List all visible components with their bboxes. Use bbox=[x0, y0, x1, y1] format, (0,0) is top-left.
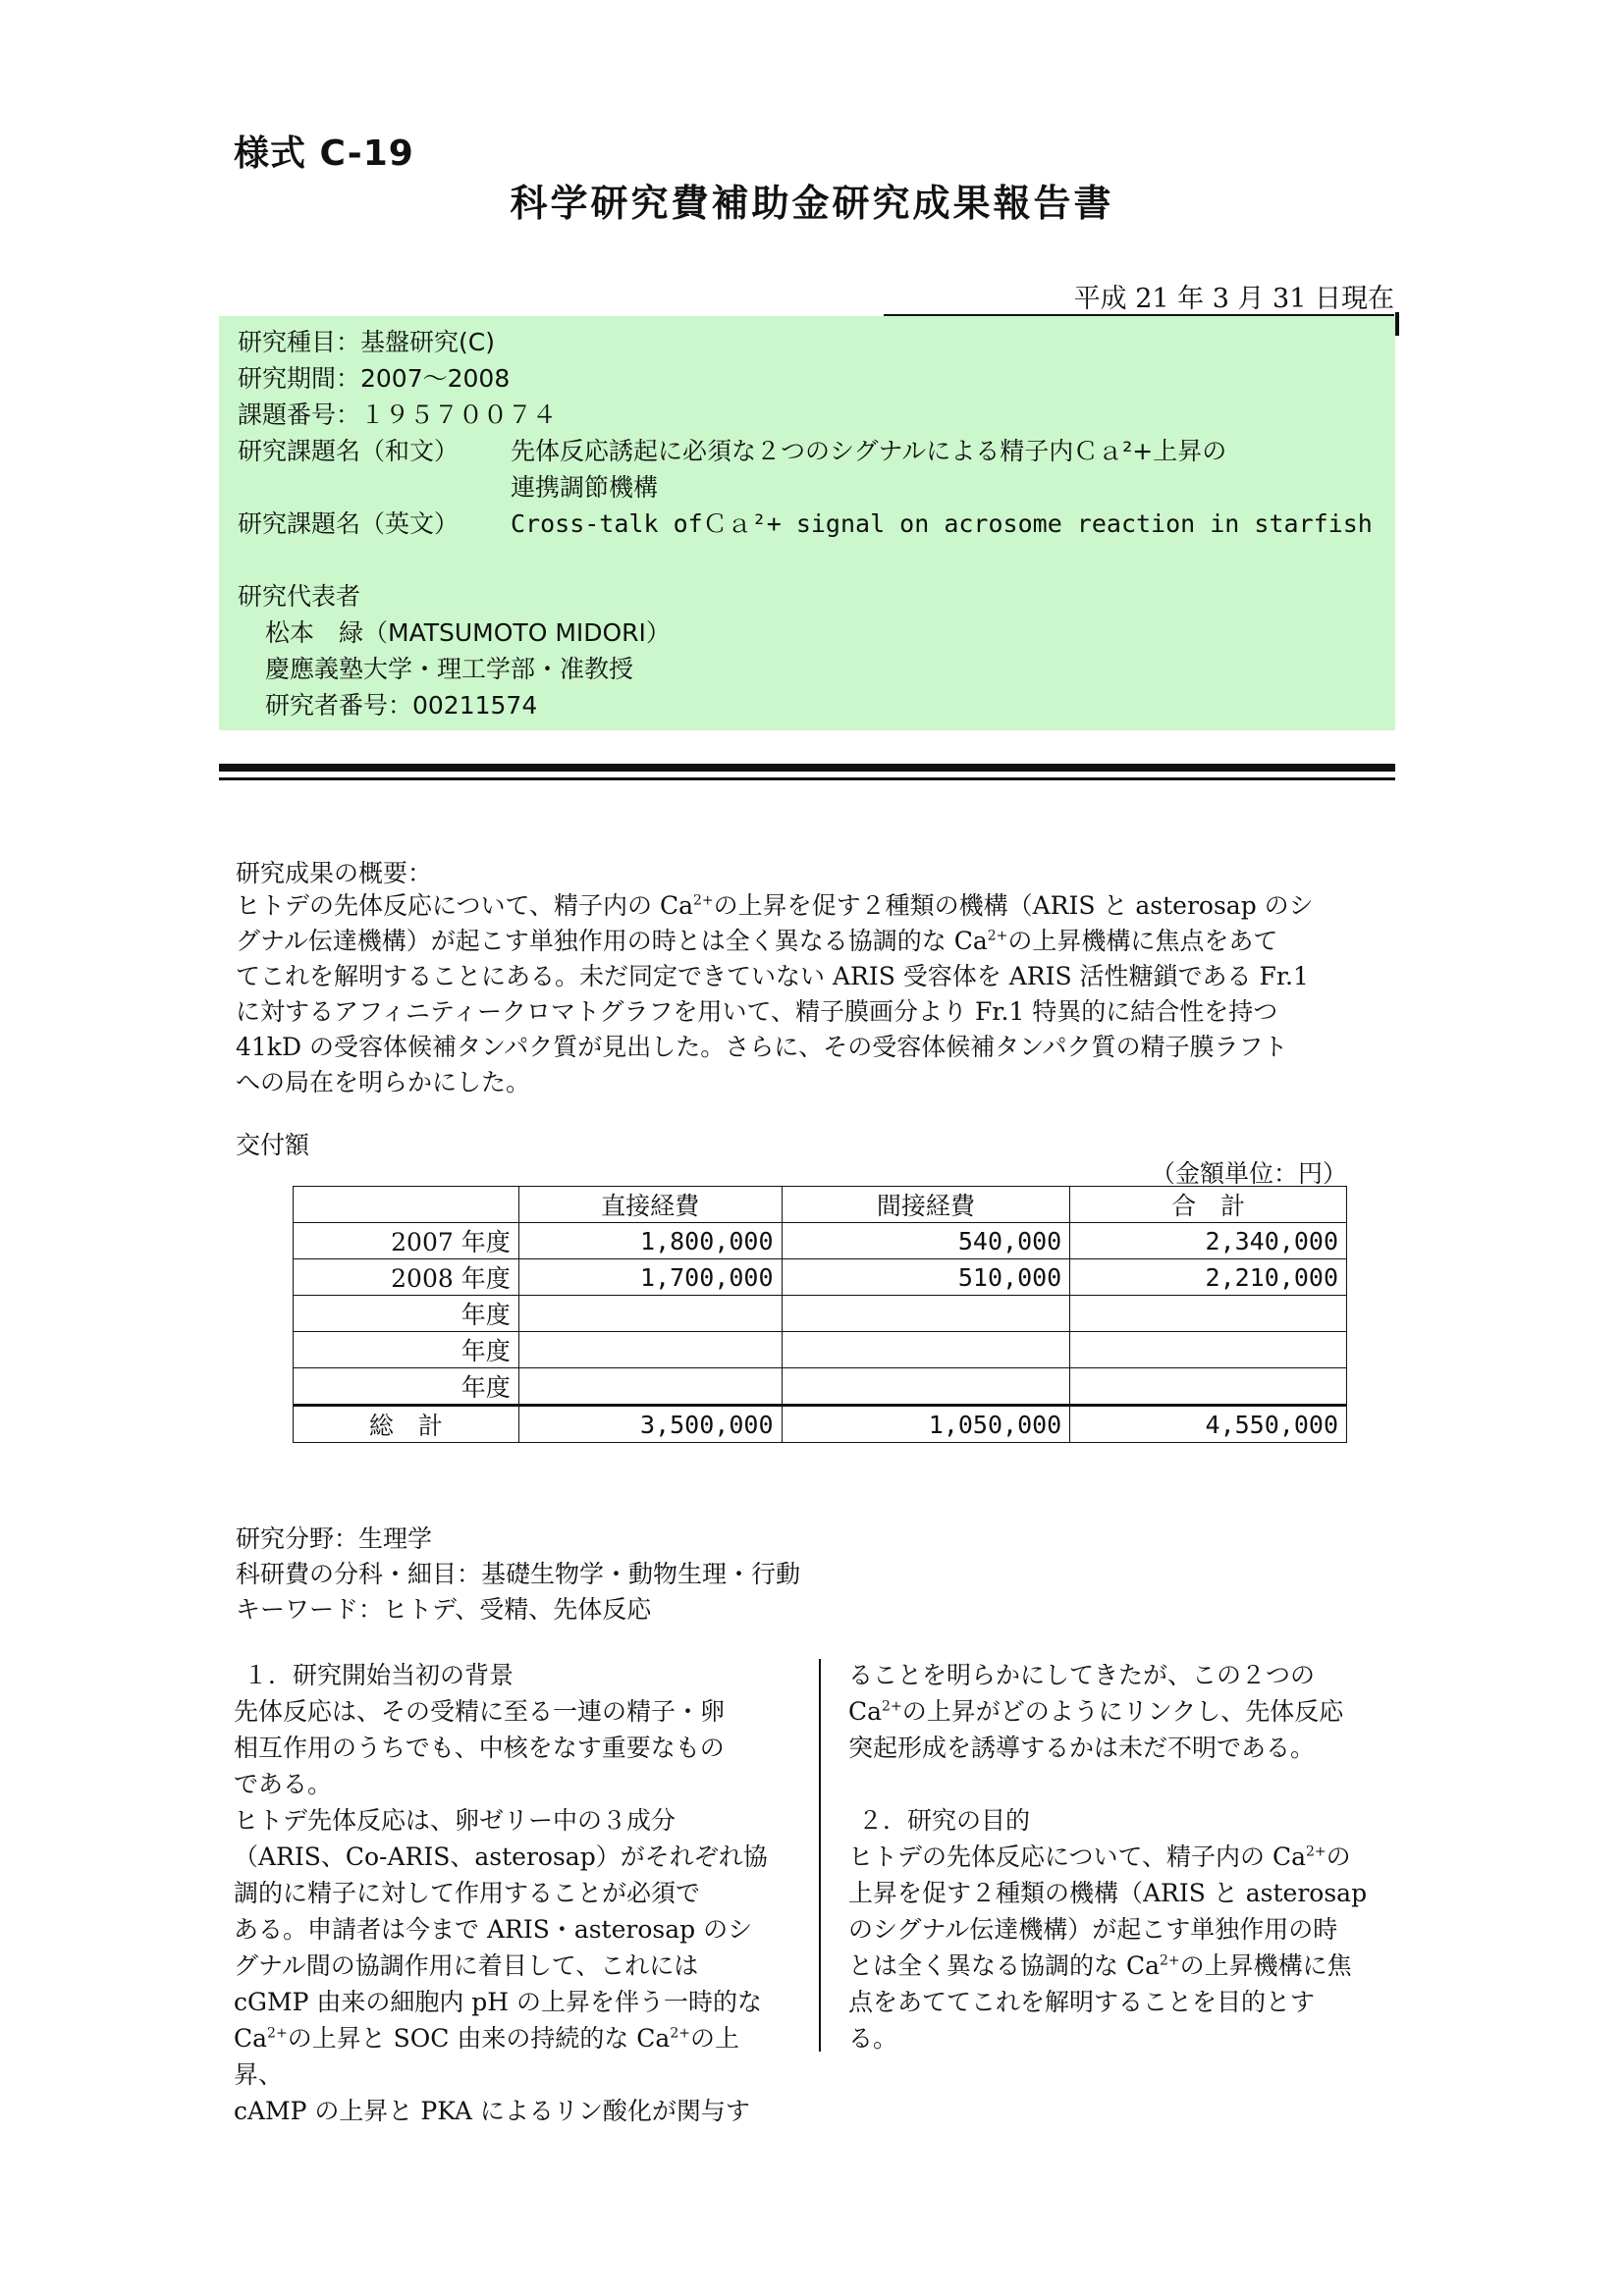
total-direct: 3,500,000 bbox=[518, 1406, 782, 1443]
indirect-cell bbox=[782, 1368, 1070, 1406]
representative-label: 研究代表者 bbox=[238, 582, 361, 611]
section2-text: ヒトデの先体反応について、精子内の $Ca^{2+}$の 上昇を促す２種類の機構（ARIS と asterosap のシグナル伝達機構）が起こす単独作用の時 とは全く異なる協調的な $Ca^{2+}$の上昇機構に焦 点をあててこれを解明することを目的とす る。 bbox=[848, 1842, 1368, 2053]
year-cell: 年度 bbox=[294, 1368, 519, 1406]
total-indirect: 1,050,000 bbox=[782, 1406, 1070, 1443]
table-row bbox=[294, 1368, 1347, 1406]
total-cell: 2,210,000 bbox=[1070, 1259, 1347, 1296]
year-cell: 年度 bbox=[294, 1296, 519, 1332]
title-jp-label: 研究課題名（和文） bbox=[238, 437, 460, 465]
form-id: 様式 C-19 bbox=[234, 133, 414, 174]
grand-total: 4,550,000 bbox=[1070, 1406, 1347, 1443]
keywords: キーワード：ヒトデ、受精、先体反応 bbox=[236, 1595, 652, 1624]
column-divider bbox=[819, 1659, 821, 2052]
summary-label: 研究成果の概要： bbox=[236, 859, 433, 887]
table-row bbox=[294, 1332, 1347, 1368]
research-field: 研究分野：生理学 bbox=[236, 1524, 433, 1553]
direct-cell: 1,700,000 bbox=[518, 1259, 782, 1296]
document-title: 科学研究費補助金研究成果報告書 bbox=[510, 182, 1114, 225]
total-row bbox=[294, 1406, 1347, 1443]
research-period: 研究期間：2007〜2008 bbox=[238, 364, 511, 393]
title-jp-line2: 連携調節機構 bbox=[511, 473, 659, 502]
header-cell bbox=[294, 1187, 519, 1223]
title-jp-line1: 先体反応誘起に必須な２つのシグナルによる精子内Ｃａ²+上昇の bbox=[511, 437, 1227, 465]
grant-table bbox=[293, 1186, 1347, 1443]
year-cell: 2007 年度 bbox=[294, 1223, 519, 1259]
indirect-cell bbox=[782, 1296, 1070, 1332]
table-row bbox=[294, 1259, 1347, 1296]
year-cell: 2008 年度 bbox=[294, 1259, 519, 1296]
grant-label: 交付額 bbox=[236, 1131, 310, 1159]
direct-cell bbox=[518, 1332, 782, 1368]
indirect-cell bbox=[782, 1332, 1070, 1368]
total-cell bbox=[1070, 1296, 1347, 1332]
direct-cell bbox=[518, 1368, 782, 1406]
corner-mark bbox=[1395, 312, 1399, 336]
indirect-cell: 510,000 bbox=[782, 1259, 1070, 1296]
direct-cell bbox=[518, 1296, 782, 1332]
total-cell bbox=[1070, 1368, 1347, 1406]
grant-unit: （金額単位：円） bbox=[1150, 1159, 1347, 1188]
grant-table-header bbox=[294, 1187, 1347, 1223]
representative-affiliation: 慶應義塾大学・理工学部・准教授 bbox=[265, 655, 634, 683]
research-subfield: 科研費の分科・細目：基礎生物学・動物生理・行動 bbox=[236, 1560, 801, 1588]
title-en-label: 研究課題名（英文） bbox=[238, 509, 460, 538]
table-row bbox=[294, 1296, 1347, 1332]
direct-cell: 1,800,000 bbox=[518, 1223, 782, 1259]
title-en: Cross-talk ofＣａ²+ signal on acrosome reaction in starfish bbox=[511, 509, 1373, 538]
header-indirect: 間接経費 bbox=[782, 1187, 1070, 1223]
right-column bbox=[848, 1657, 1398, 2056]
researcher-number: 研究者番号：00211574 bbox=[265, 691, 538, 720]
section1-continued: ることを明らかにしてきたが、この２つの $Ca^{2+}$の上昇がどのようにリンクし、先体反応 突起形成を誘導するかは未だ不明である。 bbox=[848, 1661, 1344, 1762]
total-label: 総 計 bbox=[294, 1406, 519, 1443]
total-cell: 2,340,000 bbox=[1070, 1223, 1347, 1259]
year-cell: 年度 bbox=[294, 1332, 519, 1368]
report-date: 平成 21 年 3 月 31 日現在 bbox=[1073, 284, 1394, 314]
total-cell bbox=[1070, 1332, 1347, 1368]
section1-heading: １．研究開始当初の背景 bbox=[244, 1661, 514, 1689]
project-number: 課題番号：１９５７００７４ bbox=[238, 400, 558, 429]
section-rule-thin bbox=[219, 777, 1395, 780]
header-direct: 直接経費 bbox=[518, 1187, 782, 1223]
section2-heading: ２．研究の目的 bbox=[858, 1806, 1031, 1835]
section1-left-column bbox=[234, 1657, 784, 2129]
section-rule-thick bbox=[219, 764, 1395, 772]
header-total: 合 計 bbox=[1070, 1187, 1347, 1223]
section1-text: 先体反応は、その受精に至る一連の精子・卵 相互作用のうちでも、中核をなす重要なもの である。 ヒトデ先体反応は、卵ゼリー中の３成分 （ARIS、Co-ARIS、asterosap）がそれぞれ協 調的に精子に対して作用することが必須で ある。申請者は今まで ARIS・asterosap のシ グナル間の協調作用に着目して、これには cGMP 由来の細胞内 pH の上昇を伴う一時的な $Ca^{2+}$の上昇と SOC 由来の持続的な $Ca^{2+}$の上昇、 cAMP の上昇と PKA によるリン酸化が関与す bbox=[234, 1697, 768, 2125]
indirect-cell: 540,000 bbox=[782, 1223, 1070, 1259]
representative-name: 松本 緑（MATSUMOTO MIDORI） bbox=[265, 618, 671, 647]
summary-text: ヒトデの先体反応について、精子内の $Ca^{2+}$の上昇を促す２種類の機構（ARIS と asterosap のシ グナル伝達機構）が起こす単独作用の時とは全く異なる協調的な $Ca^{2+}$の上昇機構に焦点をあて てこれを解明することにある。未だ同定できていない ARIS 受容体を ARIS 活性糖鎖である Fr.1 に対するアフィニティークロマトグラフを用いて、精子膜画分より Fr.1 特異的に結合性を持つ 41kD の受容体候補タンパク質が見出した。さらに、その受容体候補タンパク質の精子膜ラフト への局在を明らかにした。 bbox=[236, 891, 1314, 1096]
research-category: 研究種目：基盤研究(C) bbox=[238, 328, 495, 356]
table-row bbox=[294, 1223, 1347, 1259]
